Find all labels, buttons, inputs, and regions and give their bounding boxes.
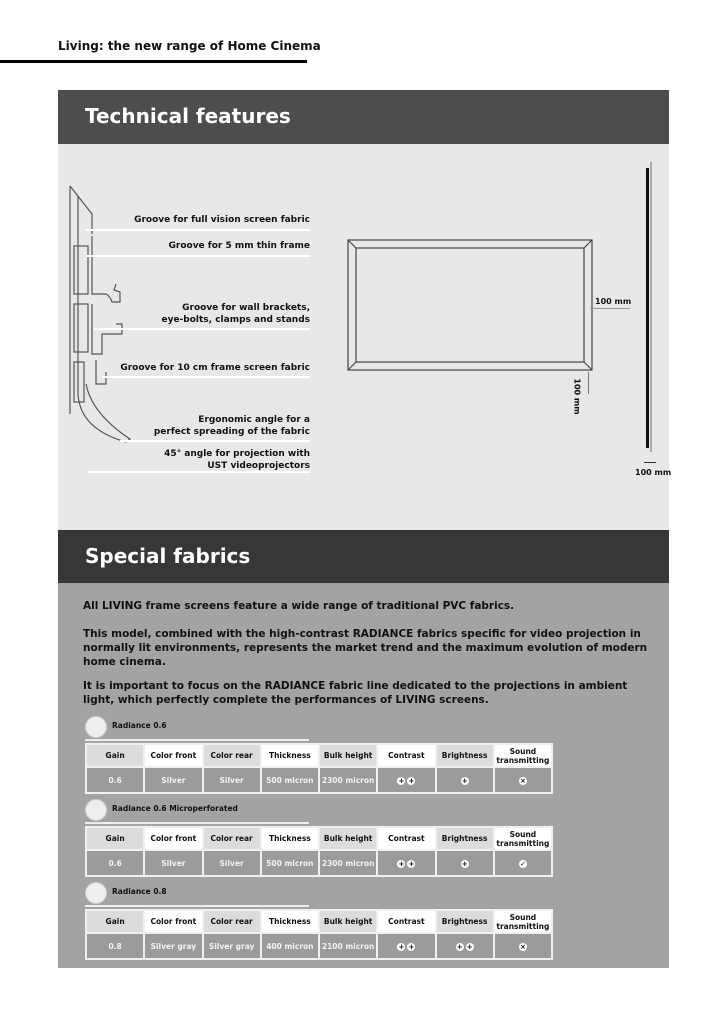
technical-features-band <box>58 90 669 144</box>
table-row <box>86 767 552 793</box>
fabric-rule <box>85 739 309 741</box>
dimension-line <box>590 308 630 309</box>
paragraph: It is important to focus on the RADIANCE fabric line dedicated to the projections in ambient light, which perfectly complete the performances of LIVING screens. <box>83 680 628 706</box>
feature-label: Ergonomic angle for a <box>198 415 310 425</box>
column-header: Thickness <box>261 910 319 933</box>
column-header: Bulk height <box>319 827 377 850</box>
fabric-name: Radiance 0.6 <box>112 721 167 730</box>
plus-icon: + <box>408 859 415 868</box>
column-header: Thickness <box>261 827 319 850</box>
fabric-icon <box>85 716 107 738</box>
plus-icon: + <box>398 776 405 785</box>
header-rule <box>0 60 307 63</box>
table-header-row <box>86 744 552 767</box>
cell-gain: 0.6 <box>86 767 144 793</box>
dimension-depth-label: 100 mm <box>635 468 672 477</box>
feature-label: Groove for full vision screen fabric <box>134 215 310 225</box>
cell-contrast <box>377 767 435 793</box>
technical-features-panel <box>58 144 672 530</box>
table-row <box>86 850 552 876</box>
plus-icon: + <box>466 942 473 951</box>
column-header: Color rear <box>203 910 261 933</box>
fabric-name: Radiance 0.8 <box>112 887 167 896</box>
column-header: Gain <box>86 910 144 933</box>
column-header: Bulk height <box>319 744 377 767</box>
frame-side-view-fabric <box>650 162 652 452</box>
column-header: Color front <box>144 910 202 933</box>
fabric-spec-table <box>85 743 553 794</box>
cell-gain: 0.8 <box>86 933 144 959</box>
fabric-icon <box>85 799 107 821</box>
cell-thickness: 500 micron <box>261 767 319 793</box>
cell-thickness: 400 micron <box>261 933 319 959</box>
special-fabrics-title: Special fabrics <box>85 544 251 568</box>
feature-label: Groove for 10 cm frame screen fabric <box>120 363 310 373</box>
fabric-rule <box>85 822 309 824</box>
dimension-line <box>588 372 589 394</box>
fabric-name: Radiance 0.6 Microperforated <box>112 804 238 813</box>
cell-color-rear: Silver <box>203 767 261 793</box>
special-fabrics-band <box>58 530 669 583</box>
cell-color-front: Silver gray <box>144 933 202 959</box>
cell-contrast <box>377 850 435 876</box>
column-header: Gain <box>86 744 144 767</box>
cell-brightness <box>436 850 494 876</box>
column-header: Brightness <box>436 910 494 933</box>
column-header: Color front <box>144 744 202 767</box>
column-header: Gain <box>86 827 144 850</box>
plus-icon: + <box>408 942 415 951</box>
frame-side-view <box>646 168 649 448</box>
cell-color-rear: Silver gray <box>203 933 261 959</box>
dimension-side-label: 100 mm <box>595 297 632 306</box>
page-header-title: Living: the new range of Home Cinema <box>58 39 321 53</box>
column-header: Brightness <box>436 744 494 767</box>
plus-icon: + <box>456 942 463 951</box>
feature-label: eye-bolts, clamps and stands <box>161 315 310 325</box>
feature-label: UST videoprojectors <box>207 461 310 471</box>
column-header: Brightness <box>436 827 494 850</box>
cell-sound <box>494 933 552 959</box>
feature-label: Groove for wall brackets, <box>182 303 310 313</box>
cell-gain: 0.6 <box>86 850 144 876</box>
column-header: Sound transmitting <box>494 910 552 933</box>
fabric-spec-table <box>85 826 553 877</box>
check-icon: ✓ <box>519 859 526 868</box>
plus-icon: + <box>408 776 415 785</box>
column-header: Contrast <box>377 744 435 767</box>
cell-sound <box>494 850 552 876</box>
paragraph: This model, combined with the high-contrast RADIANCE fabrics specific for video projection in normally lit environments, represents the market trend and the maximum evolution of modern home cinema. <box>83 628 648 668</box>
cell-color-rear: Silver <box>203 850 261 876</box>
paragraph: All LIVING frame screens feature a wide range of traditional PVC fabrics. <box>83 600 515 612</box>
cell-bulk-height: 2100 micron <box>319 933 377 959</box>
cross-icon: × <box>519 942 526 951</box>
cell-color-front: Silver <box>144 850 202 876</box>
technical-features-title: Technical features <box>85 104 291 128</box>
plus-icon: + <box>398 859 405 868</box>
cell-sound <box>494 767 552 793</box>
table-header-row <box>86 827 552 850</box>
plus-icon: + <box>461 776 468 785</box>
table-row <box>86 933 552 959</box>
fabric-spec-table <box>85 909 553 960</box>
column-header: Bulk height <box>319 910 377 933</box>
column-header: Color rear <box>203 827 261 850</box>
column-header: Sound transmitting <box>494 744 552 767</box>
plus-icon: + <box>461 859 468 868</box>
dimension-arrow <box>644 462 656 463</box>
feature-label: perfect spreading of the fabric <box>153 427 310 437</box>
column-header: Thickness <box>261 744 319 767</box>
column-header: Contrast <box>377 910 435 933</box>
dimension-bottom-label: 100 mm <box>572 378 582 415</box>
cell-bulk-height: 2300 micron <box>319 767 377 793</box>
cell-bulk-height: 2300 micron <box>319 850 377 876</box>
special-fabrics-panel <box>58 583 669 968</box>
cell-color-front: Silver <box>144 767 202 793</box>
table-header-row <box>86 910 552 933</box>
fabric-rule <box>85 905 309 907</box>
cross-icon: × <box>519 776 526 785</box>
cell-brightness <box>436 933 494 959</box>
feature-label: Groove for 5 mm thin frame <box>168 241 310 251</box>
plus-icon: + <box>398 942 405 951</box>
cell-thickness: 500 micron <box>261 850 319 876</box>
feature-label: 45° angle for projection with <box>164 449 310 459</box>
cell-contrast <box>377 933 435 959</box>
fabric-icon <box>85 882 107 904</box>
column-header: Contrast <box>377 827 435 850</box>
frame-front-drawing <box>346 238 596 378</box>
column-header: Color front <box>144 827 202 850</box>
column-header: Color rear <box>203 744 261 767</box>
column-header: Sound transmitting <box>494 827 552 850</box>
cell-brightness <box>436 767 494 793</box>
